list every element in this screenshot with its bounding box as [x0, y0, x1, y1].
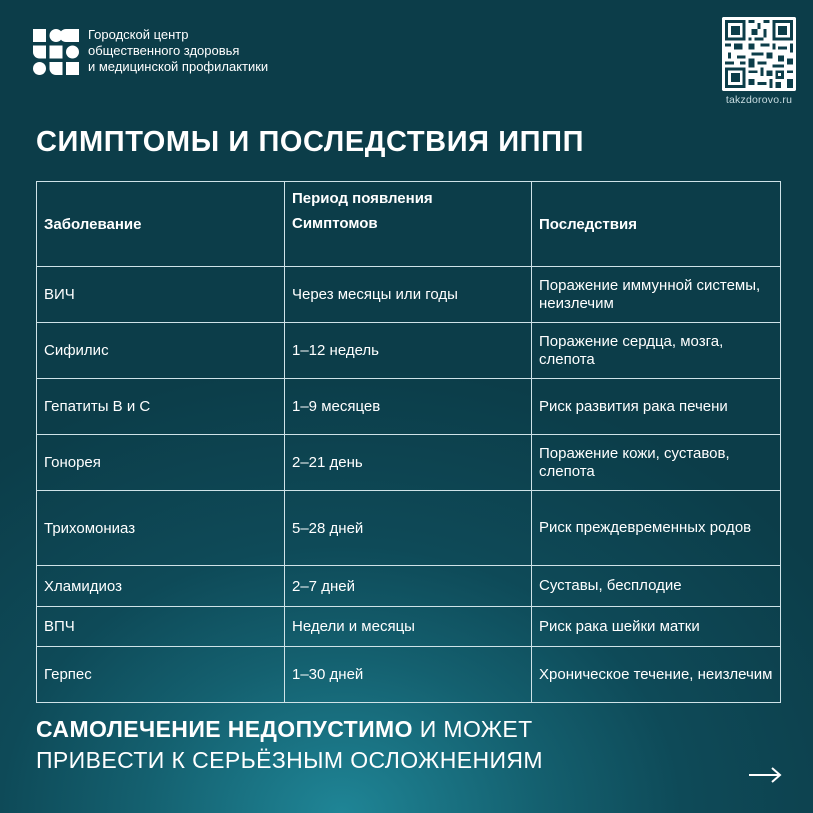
cell-consequences: Риск развития рака печени — [532, 379, 781, 435]
header-period-line-1: Период появления — [292, 190, 433, 207]
table-row — [37, 379, 781, 435]
page-title: СИМПТОМЫ И ПОСЛЕДСТВИЯ ИППП — [36, 126, 585, 158]
footer-warning-bold: САМОЛЕЧЕНИЕ НЕДОПУСТИМО — [36, 716, 413, 742]
cell-period: 5–28 дней — [285, 491, 532, 566]
footer-warning-line-2: ПРИВЕСТИ К СЕРЬЁЗНЫМ ОСЛОЖНЕНИЯМ — [36, 747, 543, 773]
cell-period: 1–12 недель — [285, 323, 532, 379]
cell-period: 1–30 дней — [285, 647, 532, 703]
org-name-line-1: Городской центр — [88, 27, 189, 42]
cell-consequences: Суставы, бесплодие — [532, 566, 781, 607]
cell-period: Недели и месяцы — [285, 607, 532, 647]
cell-period: 1–9 месяцев — [285, 379, 532, 435]
cell-disease: Сифилис — [37, 323, 285, 379]
org-name-line-2: общественного здоровья — [88, 43, 240, 58]
cell-disease: Гонорея — [37, 435, 285, 491]
arrow-right-icon[interactable] — [748, 763, 782, 787]
sti-table — [36, 181, 780, 703]
header-period-line-2: Симптомов — [292, 215, 378, 232]
cell-period: 2–21 день — [285, 435, 532, 491]
header-consequences-label: Последствия — [539, 215, 637, 233]
header-disease-label: Заболевание — [44, 215, 142, 233]
cell-consequences: Риск преждевременных родов — [532, 491, 781, 566]
website-link[interactable]: takzdorovo.ru — [725, 94, 793, 106]
cell-consequences: Риск рака шейки матки — [532, 607, 781, 647]
cell-disease: ВИЧ — [37, 267, 285, 323]
cell-consequences: Поражение иммунной системы, неизлечим — [532, 267, 781, 323]
org-name — [88, 27, 368, 75]
symptoms-table — [36, 181, 781, 703]
center-logo-icon — [33, 29, 79, 75]
cell-consequences: Поражение кожи, суставов, слепота — [532, 435, 781, 491]
org-name-line-3: и медицинской профилактики — [88, 59, 269, 74]
qr-code-icon[interactable] — [722, 17, 796, 91]
header-period — [285, 182, 532, 267]
header-disease — [37, 182, 285, 267]
cell-disease: Трихомониаз — [37, 491, 285, 566]
table-header-row — [37, 182, 781, 267]
cell-disease: Герпес — [37, 647, 285, 703]
header-consequences — [532, 182, 781, 267]
cell-disease: Хламидиоз — [37, 566, 285, 607]
cell-disease: ВПЧ — [37, 607, 285, 647]
footer-warning — [36, 714, 676, 776]
cell-period: Через месяцы или годы — [285, 267, 532, 323]
table-row — [37, 566, 781, 607]
header-period-label — [292, 186, 524, 236]
table-row — [37, 267, 781, 323]
cell-disease: Гепатиты В и С — [37, 379, 285, 435]
table-row — [37, 607, 781, 647]
table-row — [37, 323, 781, 379]
table-row — [37, 647, 781, 703]
table-row — [37, 435, 781, 491]
cell-consequences: Поражение сердца, мозга, слепота — [532, 323, 781, 379]
table-row — [37, 491, 781, 566]
cell-consequences: Хроническое течение, неизлечим — [532, 647, 781, 703]
footer-warning-rest: И МОЖЕТ — [412, 716, 533, 742]
cell-period: 2–7 дней — [285, 566, 532, 607]
